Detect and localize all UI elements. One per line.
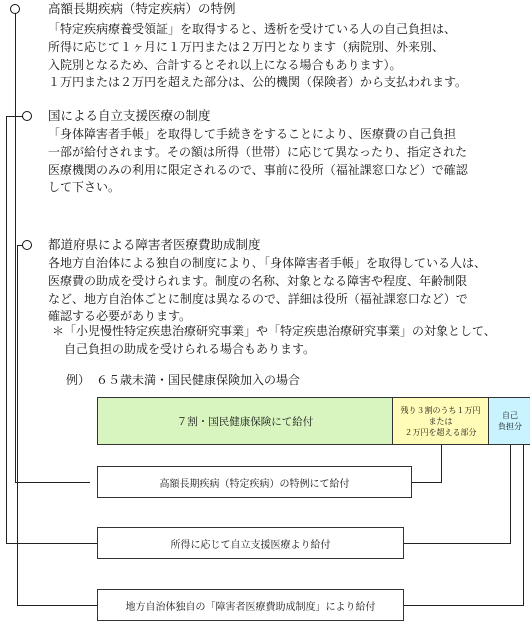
connector-right-3: [523, 445, 524, 605]
connector-right-1: [441, 445, 442, 482]
connector-right-3-h: [404, 605, 524, 606]
box-local-government: 地方自治体独自の「障害者医療費助成制度」により給付: [97, 589, 404, 621]
bar-self-pay: 自己 負担分: [488, 397, 530, 445]
connector-line-3-bottom: [17, 605, 98, 606]
box-special-disease: 高額長期疾病（特定疾病）の特例にて給付: [97, 466, 412, 498]
section-2-body: 「身体障害者手帳」を取得して手続きをすることにより、医療費の自己負担 一部が給付されます。その額は所得（世帯）に応じて異なったり、指定された 医療機関のみの利用に限定されるので、事前に役所（福祉課窓口など）で確認 して下さい。: [48, 127, 468, 195]
section-3-body: 各地方自治体による独自の制度により､「身体障害者手帳」を取得している人は、 医療費の助成を受けられます。制度の名称、対象となる障害や程度、年齢制限 など、地方自治体ごとに制度は異なるので、詳細は役所（福祉課窓口など）で 確認する必要があります。: [48, 256, 487, 324]
connector-line-2: [6, 116, 7, 543]
section-1-title: 高額長期疾病（特定疾病）の特例: [48, 1, 236, 16]
connector-line-3: [17, 245, 18, 605]
connector-line-1-bottom: [15, 482, 90, 483]
bullet-circle-icon: [10, 4, 20, 14]
bullet-circle-icon: [22, 240, 32, 250]
box-self-support: 所得に応じて自立支援医療より給付: [97, 527, 404, 559]
connector-right-2-h: [404, 543, 511, 544]
bullet-circle-icon: [22, 111, 32, 121]
section-3-title: 都道府県による障害者医療費助成制度: [48, 237, 261, 252]
example-label: 例） ６５歳未満・国民健康保険加入の場合: [66, 373, 301, 387]
section-2-title: 国による自立支援医療の制度: [48, 108, 211, 123]
connector-right-1-h: [412, 482, 442, 483]
connector-line-2-bottom: [6, 543, 98, 544]
connector-right-2: [510, 445, 511, 543]
connector-line-1: [15, 12, 16, 482]
note-text: ＊「小児慢性特定疾患治療研究事業」や「特定疾患治療研究事業」の対象として、 自己負担の助成を受けられる場合もあります。: [52, 324, 496, 356]
bar-remaining-portion: 残り３割のうち１万円 または ２万円を超える部分: [392, 397, 489, 445]
section-1-body: 「特定疾病療養受領証」を取得すると、透析を受けている人の自己負担は、 所得に応じて１ヶ月に１万円または２万円となります（病院別、外来別、 入院別となるため、合計するとそれ以上になる場合もあります）。 １万円または２万円を超えた部分は、公的機関（保険者）から支払われます。: [48, 22, 468, 90]
bar-national-insurance: ７割・国民健康保険にて給付: [97, 397, 393, 445]
